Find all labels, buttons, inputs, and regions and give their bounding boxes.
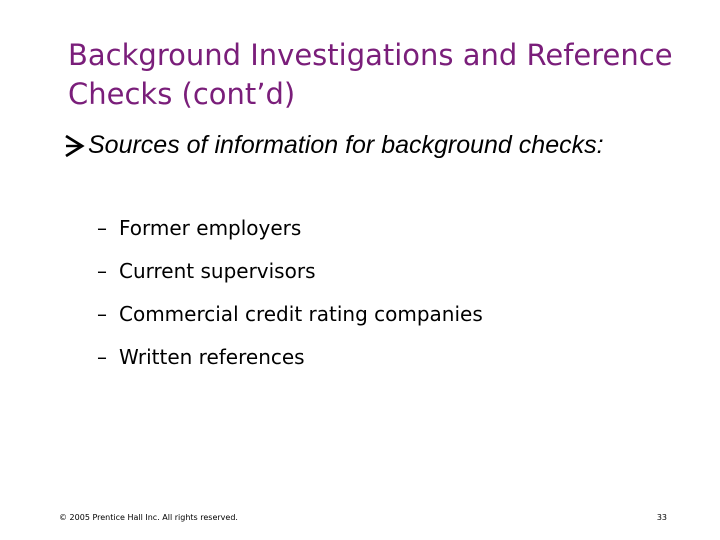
sub-item-text: Former employers — [119, 216, 302, 240]
dash-marker: – — [97, 216, 107, 240]
sub-item-text: Current supervisors — [119, 259, 316, 283]
sub-item-former-employers — [97, 215, 301, 241]
main-bullet — [62, 130, 622, 163]
footer-copyright: © 2005 Prentice Hall Inc. All rights reserved. — [59, 513, 238, 522]
slide-title: Background Investigations and Reference Checks (cont’d) — [68, 38, 673, 111]
sub-item-current-supervisors — [97, 258, 315, 284]
sub-item-text: Written references — [119, 345, 305, 369]
dash-marker: – — [97, 259, 107, 283]
sub-item-written-references — [97, 344, 305, 370]
arrow-bullet-icon — [62, 133, 88, 163]
dash-marker: – — [97, 345, 107, 369]
sub-item-credit-rating-companies — [97, 301, 483, 327]
dash-marker: – — [97, 302, 107, 326]
page-number: 33 — [656, 513, 667, 522]
sub-item-text: Commercial credit rating companies — [119, 302, 483, 326]
main-bullet-text: Sources of information for background checks: — [88, 131, 604, 159]
